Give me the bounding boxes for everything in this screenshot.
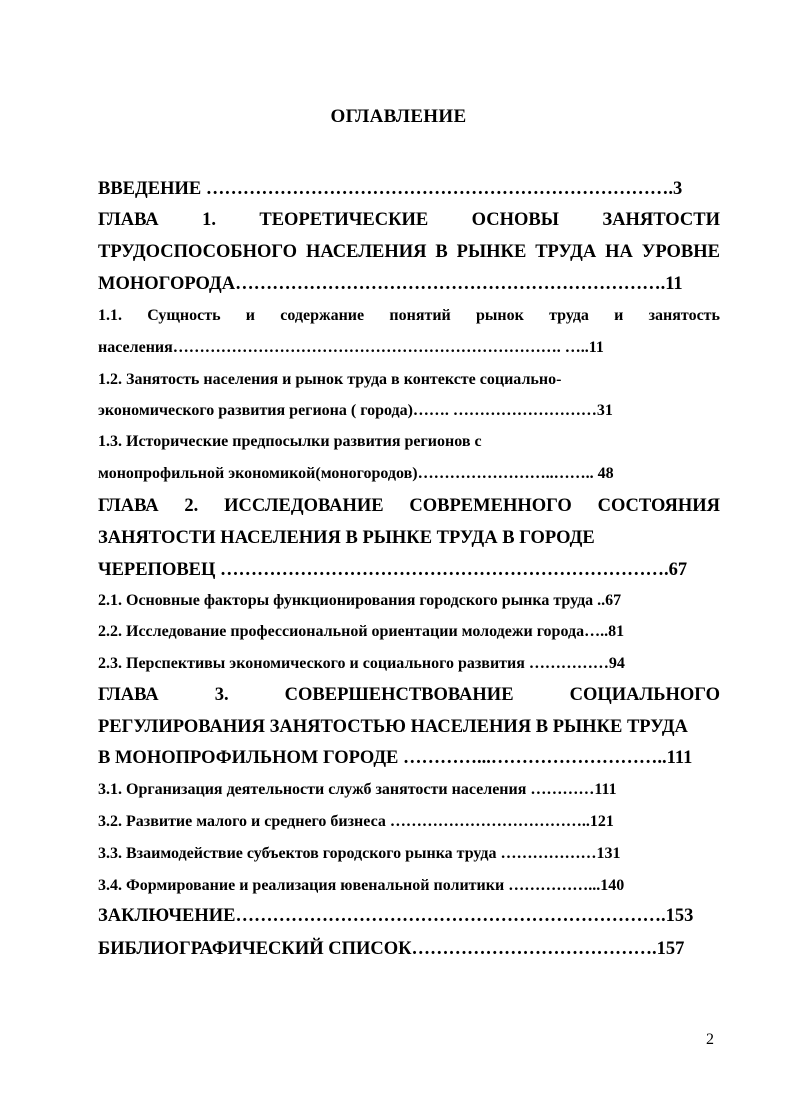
toc-entry-introduction: ВВЕДЕНИЕ ………………………………………………………………….3	[98, 179, 683, 199]
toc-entry-section-3-4: 3.4. Формирование и реализация ювенальной политики ……………...140	[98, 877, 625, 894]
toc-entry-section-2-2: 2.2. Исследование профессиональной ориентации молодежи города…..81	[98, 623, 625, 640]
toc-entry-section-2-3: 2.3. Перспективы экономического и социального развития ……………94	[98, 655, 625, 672]
toc-entry-section-1-1-line-1: 1.1. Сущность и содержание понятий рынок труда и занятость	[98, 307, 720, 324]
toc-entry-bibliography: БИБЛИОГРАФИЧЕСКИЙ СПИСОК………………………………….157	[98, 939, 685, 959]
toc-entry-section-1-3-line-2: монопрофильной экономикой(моногородов)……………………..…….. 48	[98, 465, 614, 482]
toc-entry-chapter-3-line-3: В МОНОПРОФИЛЬНОМ ГОРОДЕ …………...………………………..111	[98, 748, 693, 768]
toc-entry-chapter-3-line-2: РЕГУЛИРОВАНИЯ ЗАНЯТОСТЬЮ НАСЕЛЕНИЯ В РЫНКЕ ТРУДА	[98, 717, 688, 737]
toc-entry-chapter-1-line-2: ТРУДОСПОСОБНОГО НАСЕЛЕНИЯ В РЫНКЕ ТРУДА НА УРОВНЕ	[98, 242, 720, 262]
toc-entry-section-1-3-line-1: 1.3. Исторические предпосылки развития регионов с	[98, 433, 482, 450]
page-number: 2	[706, 1031, 714, 1048]
toc-entry-chapter-1-line-3: МОНОГОРОДА…………………………………………………………….11	[98, 274, 683, 294]
toc-entry-section-3-2: 3.2. Развитие малого и среднего бизнеса ………………………………..121	[98, 813, 614, 830]
page-title: ОГЛАВЛЕНИЕ	[330, 106, 467, 127]
toc-entry-chapter-3-line-1: ГЛАВА 3. СОВЕРШЕНСТВОВАНИЕ СОЦИАЛЬНОГО	[98, 685, 720, 705]
toc-entry-chapter-1-line-1: ГЛАВА 1. ТЕОРЕТИЧЕСКИЕ ОСНОВЫ ЗАНЯТОСТИ	[98, 210, 720, 230]
toc-entry-section-3-1: 3.1. Организация деятельности служб занятости населения …………111	[98, 781, 617, 798]
toc-entry-conclusion: ЗАКЛЮЧЕНИЕ…………………………………………………………….153	[98, 906, 694, 926]
toc-entry-section-1-2-line-1: 1.2. Занятость населения и рынок труда в контексте социально-	[98, 371, 562, 388]
toc-entry-chapter-2-line-1: ГЛАВА 2. ИССЛЕДОВАНИЕ СОВРЕМЕННОГО СОСТОЯНИЯ	[98, 496, 720, 516]
toc-entry-section-2-1: 2.1. Основные факторы функционирования городского рынка труда ..67	[98, 592, 622, 609]
toc-entry-chapter-2-line-3: ЧЕРЕПОВЕЦ ……………………………………………………………….67	[98, 560, 688, 580]
toc-entry-section-1-1-line-2: населения………………………………………………………………. …..11	[98, 339, 604, 356]
toc-entry-chapter-2-line-2: ЗАНЯТОСТИ НАСЕЛЕНИЯ В РЫНКЕ ТРУДА В ГОРОДЕ	[98, 528, 595, 548]
toc-entry-section-3-3: 3.3. Взаимодействие субъектов городского рынка труда ………………131	[98, 845, 621, 862]
toc-entry-section-1-2-line-2: экономического развития региона ( города)……. ………………………31	[98, 402, 613, 419]
